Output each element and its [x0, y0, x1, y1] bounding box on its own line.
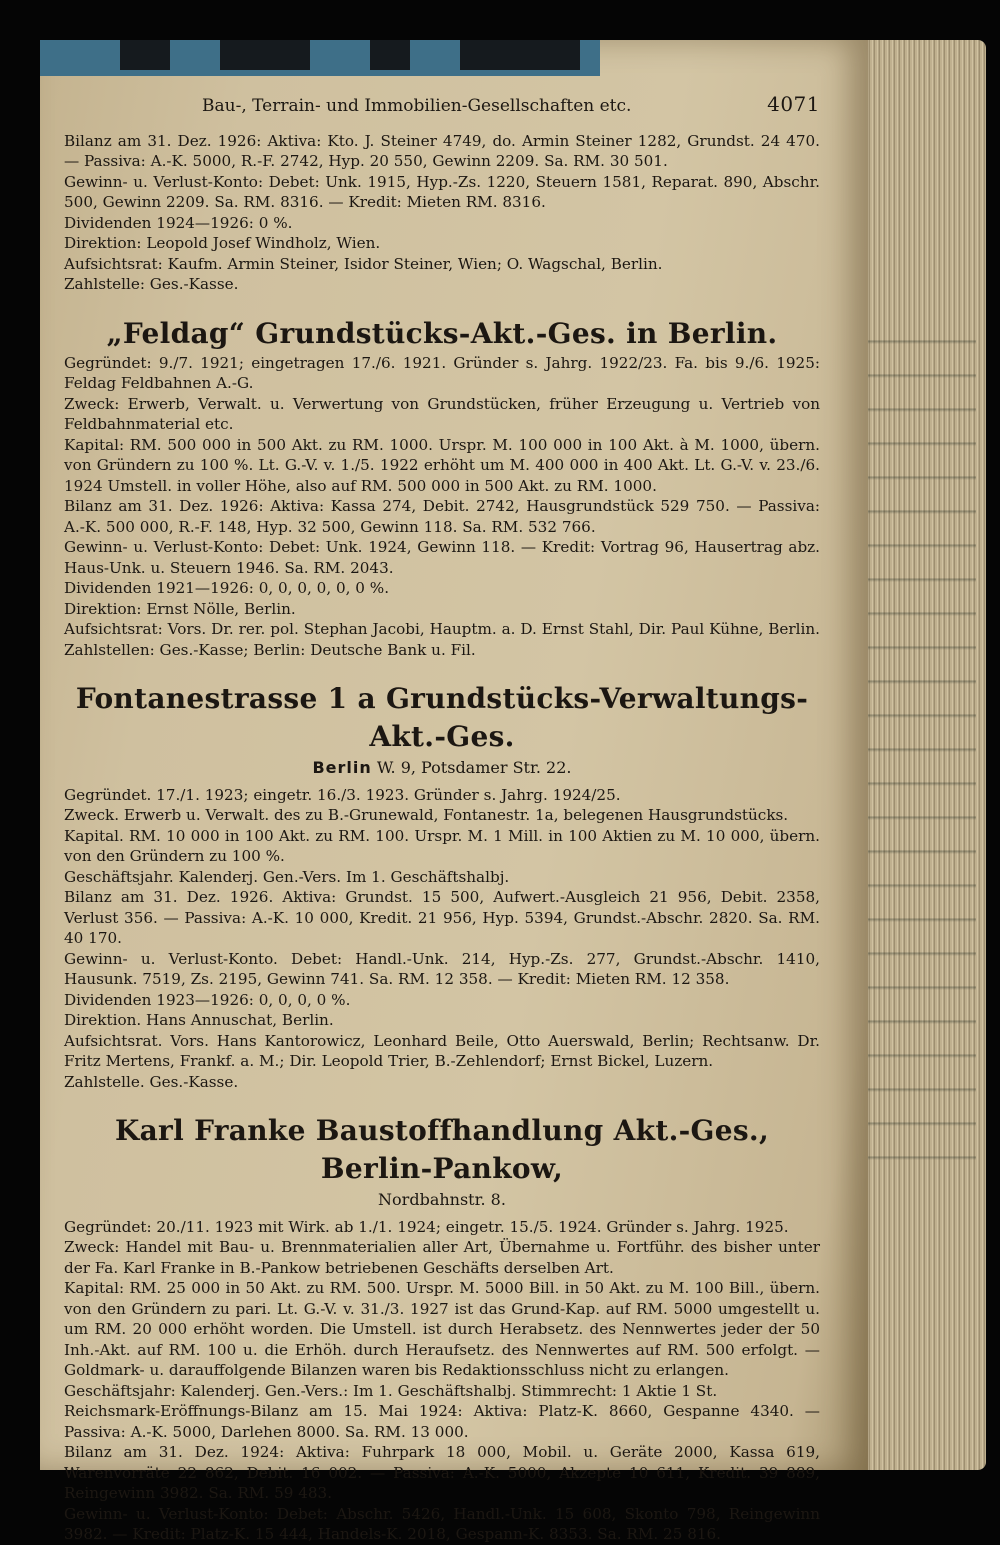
balance-sheet: Bilanz am 31. Dez. 1926: Aktiva: Kto. J. Steiner 4749, do. Armin Steiner 1282, Grundst. 24 470. — Passiva: A.-K. 5000, R.-F. 2742, Hyp. 20 550, Gewinn 2209. Sa. RM. 30 501.: [64, 131, 820, 170]
management: Direktion: Leopold Josef Windholz, Wien.: [64, 234, 381, 252]
profit-loss-account: Gewinn- u. Verlust-Konto: Debet: Abschr. 5426, Handl.-Unk. 15 608, Skonto 798, Reingewinn 3982. — Kredit: Platz-K. 15 444, Handels-K. 2018, Gespann-K. 8353. Sa. RM. 25 816.: [64, 1504, 820, 1543]
supervisory-board: Aufsichtsrat: Vors. Dr. rer. pol. Stephan Jacobi, Hauptm. a. D. Ernst Stahl, Dir. Paul Kühne, Berlin. Zahlstellen: Ges.-Kasse; Berlin: Deutsche Bank u. Fil.: [64, 620, 820, 659]
management: Direktion. Hans Annuschat, Berlin.: [64, 1011, 334, 1029]
entry-fontanestrasse: [64, 680, 820, 1092]
running-header: [202, 94, 820, 117]
paying-agent: Zahlstelle: Ges.-Kasse.: [64, 275, 239, 293]
management: Direktion: Ernst Nölle, Berlin.: [64, 599, 296, 618]
book-page: [40, 40, 868, 1543]
founded: Gegründet. 17./1. 1923; eingetr. 16./3. 1923. Gründer s. Jahrg. 1924/25.: [64, 785, 621, 804]
capital: Kapital: RM. 500 000 in 500 Akt. zu RM. 1000. Urspr. M. 100 000 in 100 Akt. à M. 1000, übern. von Gründern zu 100 %. Lt. G.-V. v. 1./5. 1922 erhöht um M. 400 000 in 400 Akt. Lt. G.-V. v. 23./6. 1924 Umstell. in voller Höhe, also auf RM. 500 000 in 500 Akt. zu RM. 1000.: [64, 435, 820, 495]
purpose: Zweck. Erwerb u. Verwalt. des zu B.-Grunewald, Fontanestr. 1a, belegenen Hausgrundstücks.: [64, 806, 789, 824]
founded: Gegründet: 9./7. 1921; eingetragen 17./6. 1921. Gründer s. Jahrg. 1922/23. Fa. bis 9./6. 1925: Feldag Feldbahnen A.-G.: [64, 353, 820, 392]
company-title: Karl Franke Baustoffhandlung Akt.-Ges., Berlin-Pankow,: [114, 1114, 770, 1185]
page-content: [64, 90, 820, 1545]
purpose: Zweck: Erwerb, Verwalt. u. Verwertung von Grundstücken, früher Erzeugung u. Vertrieb von Feldbahnmaterial etc.: [64, 394, 820, 433]
capital: Kapital: RM. 25 000 in 50 Akt. zu RM. 500. Urspr. M. 5000 Bill. in 50 Akt. zu M. 100 Bill., übern. von den Gründern zu pari. Lt. G.-V. v. 31./3. 1927 ist das Grund-Kap. auf RM. 5000 umgestellt u. um RM. 20 000 erhöht worden. Die Umstell. ist durch Herabsetz. des Nennwertes jeder der 50 Inh.-Akt. auf RM. 100 u. die Erhöh. durch Heraufsetz. des Nennwertes auf RM. 500 erfolgt. — Goldmark- u. darauffolgende Bilanzen waren bis Redaktionsschluss nicht zu erlangen.: [64, 1279, 820, 1379]
street-address: W. 9, Potsdamer Str. 22.: [376, 758, 572, 777]
entry-karl-franke: [64, 1112, 820, 1545]
section-title: Bau-, Terrain- und Immobilien-Gesellschaften etc.: [202, 96, 632, 116]
profit-loss-account: Gewinn- u. Verlust-Konto. Debet: Handl.-Unk. 214, Hyp.-Zs. 277, Grundst.-Abschr. 1410, Hausunk. 7519, Zs. 2195, Gewinn 741. Sa. RM. 12 358. — Kredit: Mieten RM. 12 358.: [64, 949, 820, 988]
profit-loss-account: Gewinn- u. Verlust-Konto: Debet: Unk. 1915, Hyp.-Zs. 1220, Steuern 1581, Reparat. 890, Abschr. 500, Gewinn 2209. Sa. RM. 8316. — Kredit: Mieten RM. 8316.: [64, 172, 820, 211]
founded: Gegründet: 20./11. 1923 mit Wirk. ab 1./1. 1924; eingetr. 15./5. 1924. Gründer s. Jahrg. 1925.: [64, 1217, 789, 1236]
top-scan-strip: [40, 40, 600, 76]
entry-feldag: [64, 315, 820, 661]
dividends: Dividenden 1921—1926: 0, 0, 0, 0, 0, 0 %.: [64, 579, 390, 597]
page-number: 4071: [767, 92, 820, 116]
opening-balance-sheet: Reichsmark-Eröffnungs-Bilanz am 15. Mai 1924: Aktiva: Platz-K. 8660, Gespanne 4340. — Passiva: A.-K. 5000, Darlehen 8000. Sa. RM. 13 000.: [64, 1402, 820, 1441]
street-address: Nordbahnstr. 8.: [378, 1190, 506, 1209]
profit-loss-account: Gewinn- u. Verlust-Konto: Debet: Unk. 1924, Gewinn 118. — Kredit: Vortrag 96, Hausertrag abz. Haus-Unk. u. Steuern 1946. Sa. RM. 2043.: [64, 538, 820, 577]
balance-sheet: Bilanz am 31. Dez. 1926. Aktiva: Grundst. 15 500, Aufwert.-Ausgleich 21 956, Debit. 2358, Verlust 356. — Passiva: A.-K. 10 000, Kredit. 21 956, Hyp. 5394, Grundst.-Abschr. 2820. Sa. RM. 40 170.: [64, 888, 820, 947]
supervisory-board: Aufsichtsrat. Vors. Hans Kantorowicz, Leonhard Beile, Otto Auerswald, Berlin; Rechtsanw. Dr. Fritz Mertens, Frankf. a. M.; Dir. Leopold Trier, B.-Zehlendorf; Ernst Bickel, Luzern.: [64, 1031, 820, 1070]
entry-continuation: [64, 131, 820, 295]
dividends: Dividenden 1924—1926: 0 %.: [64, 213, 293, 232]
company-title: Fontanestrasse 1 a Grundstücks-Verwaltungs-Akt.-Ges.: [75, 682, 809, 753]
business-year: Geschäftsjahr: Kalenderj. Gen.-Vers.: Im 1. Geschäftshalbj. Stimmrecht: 1 Aktie 1 St.: [64, 1381, 718, 1400]
supervisory-board: Aufsichtsrat: Kaufm. Armin Steiner, Isidor Steiner, Wien; O. Wagschal, Berlin.: [64, 254, 663, 273]
balance-sheet: Bilanz am 31. Dez. 1926: Aktiva: Kassa 274, Debit. 2742, Hausgrundstück 529 750. — Passiva: A.-K. 500 000, R.-F. 148, Hyp. 32 500, Gewinn 118. Sa. RM. 532 766.: [64, 497, 820, 536]
company-title: „Feldag“ Grundstücks-Akt.-Ges. in Berlin.: [106, 316, 778, 350]
purpose: Zweck: Handel mit Bau- u. Brennmaterialien aller Art, Übernahme u. Fortführ. des bisher unter der Fa. Karl Franke in B.-Pankow betriebenen Geschäfts derselben Art.: [64, 1238, 820, 1277]
balance-sheet: Bilanz am 31. Dez. 1924: Aktiva: Fuhrpark 18 000, Mobil. u. Geräte 2000, Kassa 619, Warenvorräte 22 862, Debit. 16 002. — Passiva: A.-K. 5000, Akzepte 10 611, Kredit. 39 889, Reingewinn 3982. Sa. RM. 59 483.: [64, 1443, 820, 1502]
company-address: [64, 758, 820, 779]
capital: Kapital. RM. 10 000 in 100 Akt. zu RM. 100. Urspr. M. 1 Mill. in 100 Aktien zu M. 10 000, übern. von den Gründern zu 100 %.: [64, 826, 820, 865]
paying-agent: Zahlstelle. Ges.-Kasse.: [64, 1072, 239, 1091]
business-year: Geschäftsjahr. Kalenderj. Gen.-Vers. Im 1. Geschäftshalbj.: [64, 867, 510, 886]
company-city: Berlin: [312, 758, 372, 777]
dividends: Dividenden 1923—1926: 0, 0, 0, 0 %.: [64, 990, 351, 1009]
